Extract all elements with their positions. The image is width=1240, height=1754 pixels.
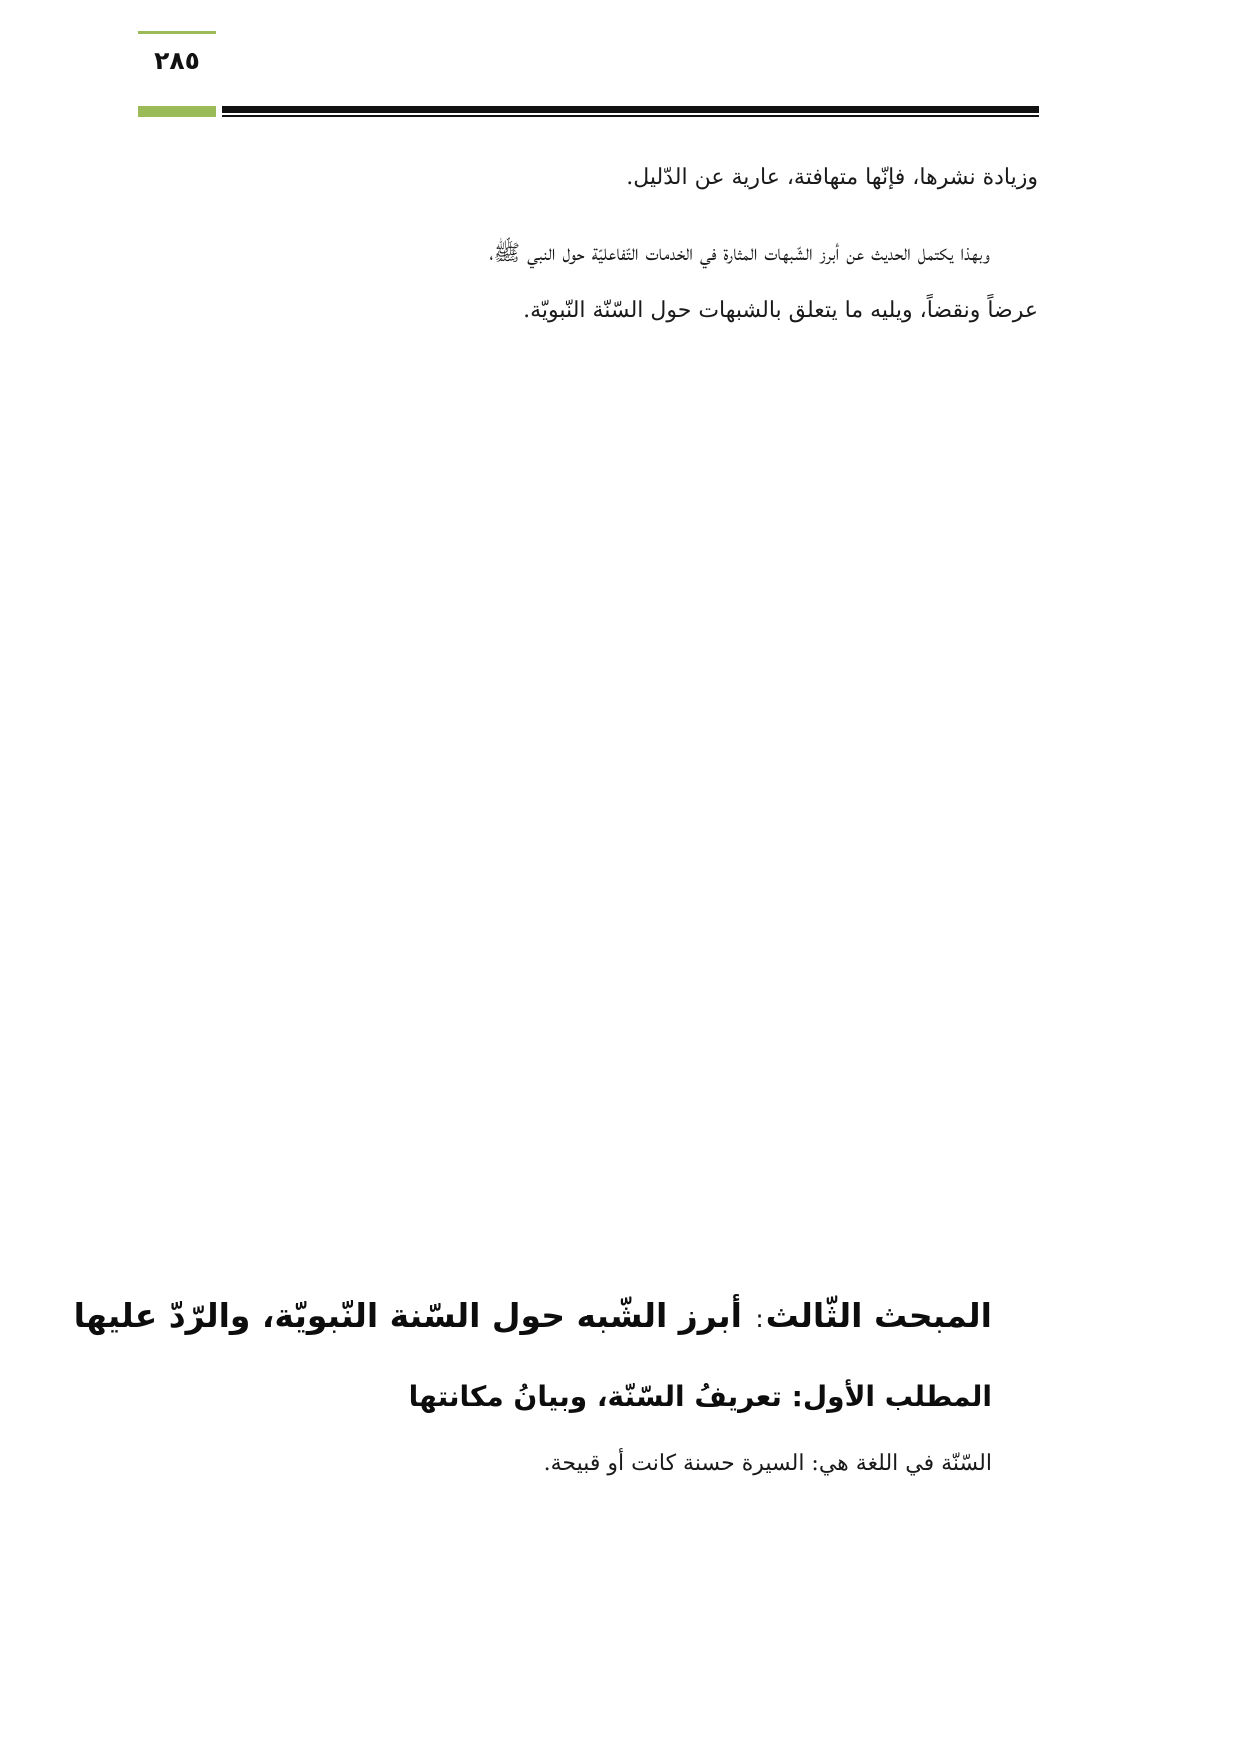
chapter-heading [73,1292,992,1343]
page-number: ٢٨٥ [154,46,200,75]
chapter-label: المبحث الثّالث [765,1296,992,1335]
chapter-colon: : [755,1305,764,1333]
paragraph-continuation: وزيادة نشرها، فإنّها متهافتة، عارية عن الدّليل. [626,165,1038,190]
header-thin-rule [222,115,1039,117]
paragraph-summary [138,225,1038,339]
header-thick-rule [222,106,1039,113]
paragraph-summary-line-2: عرضاً ونقضاً، ويليه ما يتعلق بالشبهات حول السّنّة النّبويّة. [523,298,1038,323]
section-paragraph: السّنّة في اللغة هي: السيرة حسنة كانت أو قبيحة. [543,1451,992,1476]
paragraph-summary-line-1: وبهذا يكتمل الحديث عن أبرز الشّبهات المثارة في الخدمات التّفاعليّة حول النبي ﷺ، [489,241,990,266]
section-heading: المطلب الأول: تعريفُ السّنّة، وبيانُ مكانتها [408,1380,992,1413]
chapter-title: أبرز الشّبه حول السّنة النّبويّة، والرّدّ عليها [73,1296,742,1335]
header-top-accent-rule [138,31,216,34]
header-accent-block [138,106,216,117]
